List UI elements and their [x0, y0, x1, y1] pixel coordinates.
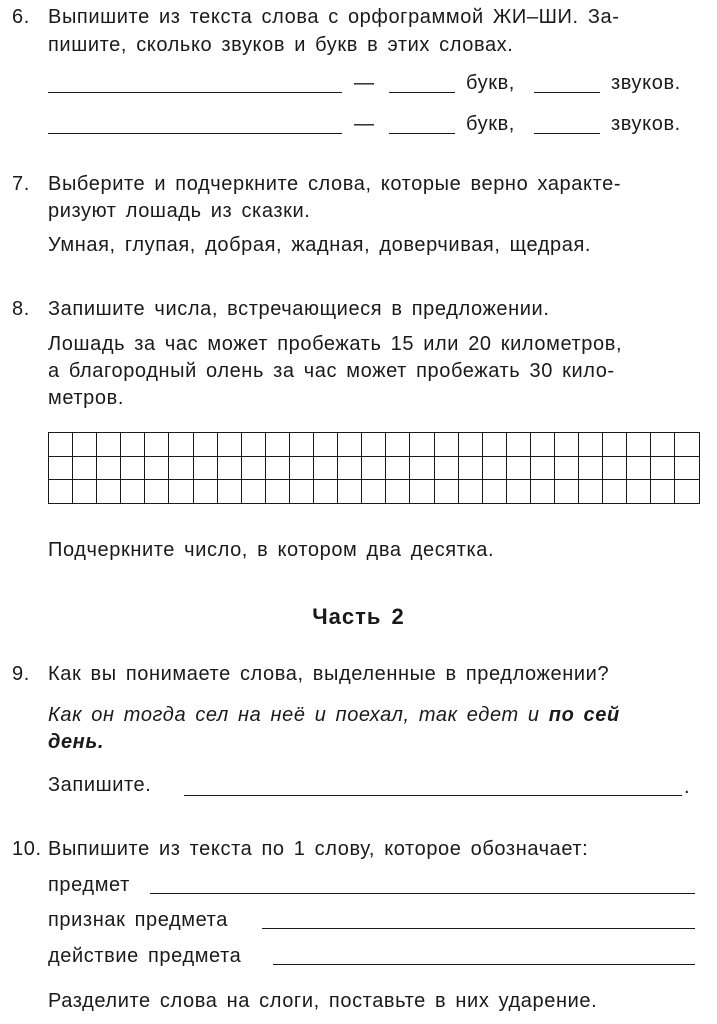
grid-cell[interactable]: [314, 433, 338, 457]
task10-object-line[interactable]: [150, 893, 695, 894]
grid-cell[interactable]: [410, 433, 434, 457]
grid-cell[interactable]: [627, 456, 651, 480]
grid-cell[interactable]: [386, 433, 410, 457]
task10-text: Выпишите из текста по 1 слову, которое обозначает:: [48, 838, 589, 860]
grid-cell[interactable]: [603, 433, 627, 457]
grid-cell[interactable]: [675, 456, 699, 480]
task9-quote-line1: [48, 704, 620, 727]
grid-cell[interactable]: [651, 433, 675, 457]
grid-cell[interactable]: [145, 433, 169, 457]
task8-sentence-line2: а благородный олень за час может пробежать 30 кило-: [48, 360, 615, 382]
task9-answer-line[interactable]: [184, 795, 682, 796]
task6-sounds-label-2: звуков.: [611, 113, 681, 135]
grid-cell[interactable]: [145, 480, 169, 504]
task7-text-line2: ризуют лошадь из сказки.: [48, 200, 311, 222]
grid-cell[interactable]: [506, 456, 530, 480]
grid-cell[interactable]: [338, 456, 362, 480]
grid-cell[interactable]: [530, 456, 554, 480]
task6-answer-line-1[interactable]: [48, 92, 342, 93]
grid-cell[interactable]: [458, 433, 482, 457]
task8-sentence-line1: Лошадь за час может пробежать 15 или 20 километров,: [48, 333, 623, 355]
grid-cell[interactable]: [362, 480, 386, 504]
grid-cell[interactable]: [97, 433, 121, 457]
grid-cell[interactable]: [121, 480, 145, 504]
grid-cell[interactable]: [434, 456, 458, 480]
grid-cell[interactable]: [530, 480, 554, 504]
grid-cell[interactable]: [506, 433, 530, 457]
grid-cell[interactable]: [73, 480, 97, 504]
task6-text-line1: Выпишите из текста слова с орфограммой ЖИ–ШИ. За-: [48, 6, 620, 28]
task9-period: .: [684, 776, 691, 798]
grid-cell[interactable]: [289, 456, 313, 480]
grid-cell[interactable]: [97, 456, 121, 480]
grid-cell[interactable]: [579, 456, 603, 480]
task9-write-label: Запишите.: [48, 774, 152, 796]
grid-cell[interactable]: [49, 433, 73, 457]
grid-cell[interactable]: [675, 480, 699, 504]
grid-cell[interactable]: [530, 433, 554, 457]
grid-row: [49, 480, 700, 504]
grid-cell[interactable]: [241, 480, 265, 504]
grid-cell[interactable]: [603, 480, 627, 504]
grid-cell[interactable]: [554, 433, 578, 457]
grid-cell[interactable]: [97, 480, 121, 504]
grid-cell[interactable]: [121, 433, 145, 457]
grid-cell[interactable]: [73, 456, 97, 480]
grid-row: [49, 456, 700, 480]
task9-quote-text: Как он тогда сел на неё и поехал, так едет и: [48, 704, 540, 726]
grid-cell[interactable]: [217, 480, 241, 504]
grid-cell[interactable]: [386, 456, 410, 480]
grid-cell[interactable]: [651, 480, 675, 504]
task8-text: Запишите числа, встречающиеся в предложении.: [48, 298, 550, 320]
task10-item-object: предмет: [48, 874, 130, 896]
task8-sentence-line3: метров.: [48, 387, 124, 409]
task7-text-line1: Выберите и подчеркните слова, которые верно характе-: [48, 173, 622, 195]
task8-number: 8.: [12, 298, 30, 320]
task7-number: 7.: [12, 173, 30, 195]
grid-cell[interactable]: [241, 456, 265, 480]
grid-cell[interactable]: [314, 456, 338, 480]
task10-last-instruction: Разделите слова на слоги, поставьте в них ударение.: [48, 990, 598, 1012]
task9-number: 9.: [12, 663, 30, 685]
task10-number: 10.: [12, 838, 42, 860]
grid-cell[interactable]: [482, 456, 506, 480]
task6-letters-label-2: букв,: [466, 113, 515, 135]
grid-cell[interactable]: [193, 456, 217, 480]
grid-cell[interactable]: [386, 480, 410, 504]
grid-cell[interactable]: [410, 456, 434, 480]
task6-letters-blank-1[interactable]: [389, 92, 455, 93]
task6-number: 6.: [12, 6, 30, 28]
grid-cell[interactable]: [121, 456, 145, 480]
grid-cell[interactable]: [482, 480, 506, 504]
grid-cell[interactable]: [458, 480, 482, 504]
grid-cell[interactable]: [603, 456, 627, 480]
task10-item-action: действие предмета: [48, 945, 242, 967]
grid-cell[interactable]: [434, 433, 458, 457]
grid-cell[interactable]: [410, 480, 434, 504]
grid-cell[interactable]: [482, 433, 506, 457]
grid-cell[interactable]: [265, 456, 289, 480]
task6-sounds-blank-1[interactable]: [534, 92, 600, 93]
grid-cell[interactable]: [362, 456, 386, 480]
task6-sounds-blank-2[interactable]: [534, 133, 600, 134]
task6-dash-1: —: [354, 72, 375, 94]
grid-row: [49, 433, 700, 457]
grid-cell[interactable]: [217, 456, 241, 480]
task6-text-line2: пишите, сколько звуков и букв в этих словах.: [48, 34, 514, 56]
part2-title: Часть 2: [312, 604, 405, 629]
grid-cell[interactable]: [49, 480, 73, 504]
task6-sounds-label-1: звуков.: [611, 72, 681, 94]
grid-cell[interactable]: [554, 456, 578, 480]
grid-cell[interactable]: [169, 480, 193, 504]
grid-cell[interactable]: [145, 456, 169, 480]
grid-cell[interactable]: [314, 480, 338, 504]
grid-cell[interactable]: [265, 433, 289, 457]
grid-cell[interactable]: [362, 433, 386, 457]
grid-cell[interactable]: [458, 456, 482, 480]
task10-item-attribute: признак предмета: [48, 909, 228, 931]
task6-letters-label-1: букв,: [466, 72, 515, 94]
grid-cell[interactable]: [579, 433, 603, 457]
grid-cell[interactable]: [265, 480, 289, 504]
grid-cell[interactable]: [627, 480, 651, 504]
grid-cell[interactable]: [49, 456, 73, 480]
task6-letters-blank-2[interactable]: [389, 133, 455, 134]
grid-cell[interactable]: [338, 480, 362, 504]
task10-action-line[interactable]: [273, 964, 695, 965]
grid-cell[interactable]: [169, 456, 193, 480]
task10-attribute-line[interactable]: [262, 928, 695, 929]
grid-cell[interactable]: [289, 433, 313, 457]
grid-cell[interactable]: [241, 433, 265, 457]
grid-cell[interactable]: [651, 456, 675, 480]
grid-cell[interactable]: [434, 480, 458, 504]
grid-cell[interactable]: [675, 433, 699, 457]
grid-cell[interactable]: [193, 480, 217, 504]
grid-cell[interactable]: [627, 433, 651, 457]
grid-cell[interactable]: [579, 480, 603, 504]
task7-word-list[interactable]: Умная, глупая, добрая, жадная, доверчивая, щедрая.: [48, 234, 592, 256]
grid-cell[interactable]: [554, 480, 578, 504]
grid-cell[interactable]: [217, 433, 241, 457]
task9-quote-bold-2: день.: [48, 731, 104, 753]
task8-underline-instruction: Подчеркните число, в котором два десятка.: [48, 539, 495, 561]
grid-cell[interactable]: [289, 480, 313, 504]
grid-cell[interactable]: [169, 433, 193, 457]
grid-cell[interactable]: [73, 433, 97, 457]
grid-cell[interactable]: [338, 433, 362, 457]
grid-cell[interactable]: [506, 480, 530, 504]
task9-quote-bold-1: по сей: [548, 704, 620, 726]
task8-answer-grid[interactable]: [48, 432, 700, 504]
task9-question: Как вы понимаете слова, выделенные в предложении?: [48, 663, 610, 685]
task6-dash-2: —: [354, 113, 375, 135]
grid-cell[interactable]: [193, 433, 217, 457]
task6-answer-line-2[interactable]: [48, 133, 342, 134]
